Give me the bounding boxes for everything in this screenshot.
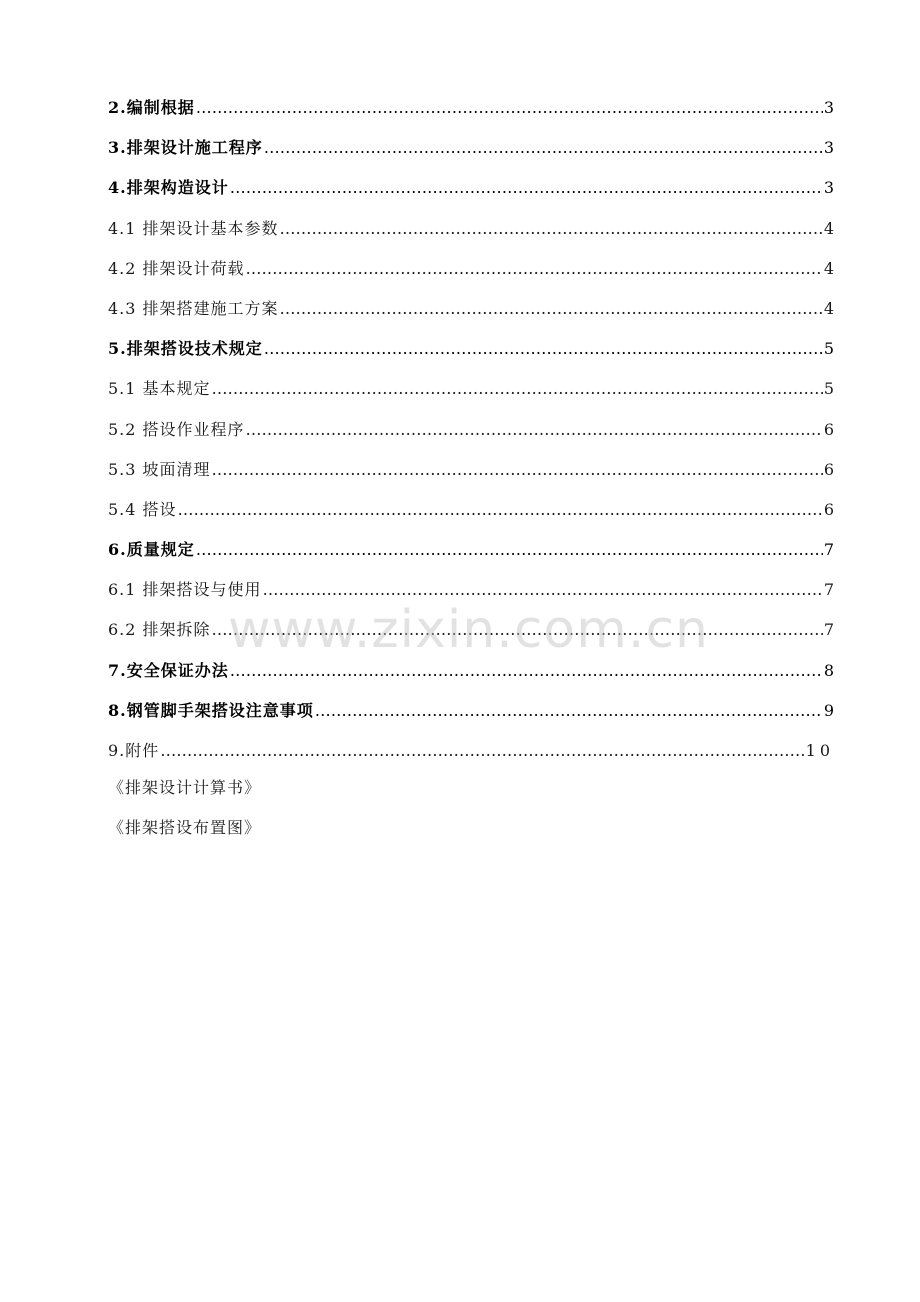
toc-entry-page: 6 <box>823 419 834 439</box>
toc-leader-dots <box>280 213 823 245</box>
toc-entry-page: 4 <box>823 218 834 238</box>
toc-leader-dots <box>196 92 823 124</box>
toc-leader-dots <box>280 293 823 325</box>
toc-entry-title: 5.4 搭设 <box>108 499 177 519</box>
toc-entry[interactable] <box>108 414 834 454</box>
toc-entry-title: 5.2 搭设作业程序 <box>108 419 245 439</box>
toc-entry-page: 4 <box>823 258 834 278</box>
toc-leader-dots <box>264 132 823 164</box>
toc-entry-title: 3.排架设计施工程序 <box>108 138 263 158</box>
toc-entry[interactable] <box>108 695 834 735</box>
toc-entry[interactable] <box>108 132 834 172</box>
toc-entry-title: 2.编制根据 <box>108 98 195 117</box>
toc-entry-page: 7 <box>823 580 834 600</box>
toc-entry-page: 7 <box>823 620 834 640</box>
toc-entry[interactable] <box>108 333 834 373</box>
toc-entry-title: 6.1 排架搭设与使用 <box>108 580 262 600</box>
toc-entry-title: 4.排架构造设计 <box>108 178 229 198</box>
toc-entry[interactable] <box>108 614 834 654</box>
toc-entry-title: 7.安全保证办法 <box>108 660 229 680</box>
toc-entry[interactable] <box>108 213 834 253</box>
toc-entry-title: 6.2 排架拆除 <box>108 620 211 640</box>
toc-entry-title: 4.3 排架搭建施工方案 <box>108 298 279 318</box>
toc-leader-dots <box>315 695 823 727</box>
toc-entry[interactable] <box>108 574 834 614</box>
toc-entry-title: 6.质量规定 <box>108 540 195 560</box>
toc-leader-dots <box>160 735 804 767</box>
toc-entry-page: 8 <box>823 660 834 680</box>
toc-entry[interactable] <box>108 534 834 574</box>
toc-entry-page: 4 <box>823 298 834 318</box>
toc-entry-title: 5.3 坡面清理 <box>108 459 211 479</box>
toc-entry-page: 6 <box>823 459 834 479</box>
toc-entry[interactable] <box>108 655 834 695</box>
toc-leader-dots <box>212 454 823 486</box>
toc-entry[interactable] <box>108 92 834 132</box>
toc-leader-dots <box>230 655 823 687</box>
toc-entry-page: 3 <box>823 98 834 117</box>
watermark: www.zixin.com.cn <box>228 600 709 660</box>
toc-entry-page: 5 <box>823 379 834 399</box>
toc-entry-title: 5.排架搭设技术规定 <box>108 339 263 359</box>
toc-leader-dots <box>212 614 823 646</box>
toc-entry-page: 7 <box>823 540 834 560</box>
toc-entry[interactable] <box>108 172 834 212</box>
attachment-list <box>108 772 261 852</box>
attachment-item: 《排架设计计算书》 <box>108 778 262 797</box>
toc-entry-page: 6 <box>823 499 834 519</box>
toc-entry-title: 9.附件 <box>108 741 160 760</box>
toc-entry[interactable] <box>108 454 834 494</box>
toc-entry-page: 10 <box>805 741 834 760</box>
toc-leader-dots <box>246 253 823 285</box>
toc-entry-title: 4.2 排架设计荷载 <box>108 258 245 278</box>
toc-leader-dots <box>264 333 823 365</box>
toc-leader-dots <box>178 494 823 526</box>
toc-leader-dots <box>196 534 823 566</box>
toc-entry[interactable] <box>108 293 834 333</box>
toc-entry-title: 4.1 排架设计基本参数 <box>108 218 279 238</box>
toc-entry-page: 9 <box>823 700 834 720</box>
toc-entry-title: 8.钢管脚手架搭设注意事项 <box>108 700 314 720</box>
toc-entry[interactable] <box>108 253 834 293</box>
toc-entry-page: 5 <box>823 339 834 359</box>
toc-entry-page: 3 <box>823 178 834 198</box>
toc-leader-dots <box>246 414 823 446</box>
attachment-item: 《排架搭设布置图》 <box>108 818 262 837</box>
toc-leader-dots <box>212 373 823 405</box>
toc-entry-title: 5.1 基本规定 <box>108 379 211 399</box>
toc-leader-dots <box>230 172 823 204</box>
toc-leader-dots <box>263 574 823 606</box>
toc-entry-page: 3 <box>823 138 834 158</box>
table-of-contents <box>108 92 834 775</box>
toc-entry[interactable] <box>108 494 834 534</box>
toc-entry[interactable] <box>108 373 834 413</box>
toc-entry[interactable] <box>108 735 834 775</box>
